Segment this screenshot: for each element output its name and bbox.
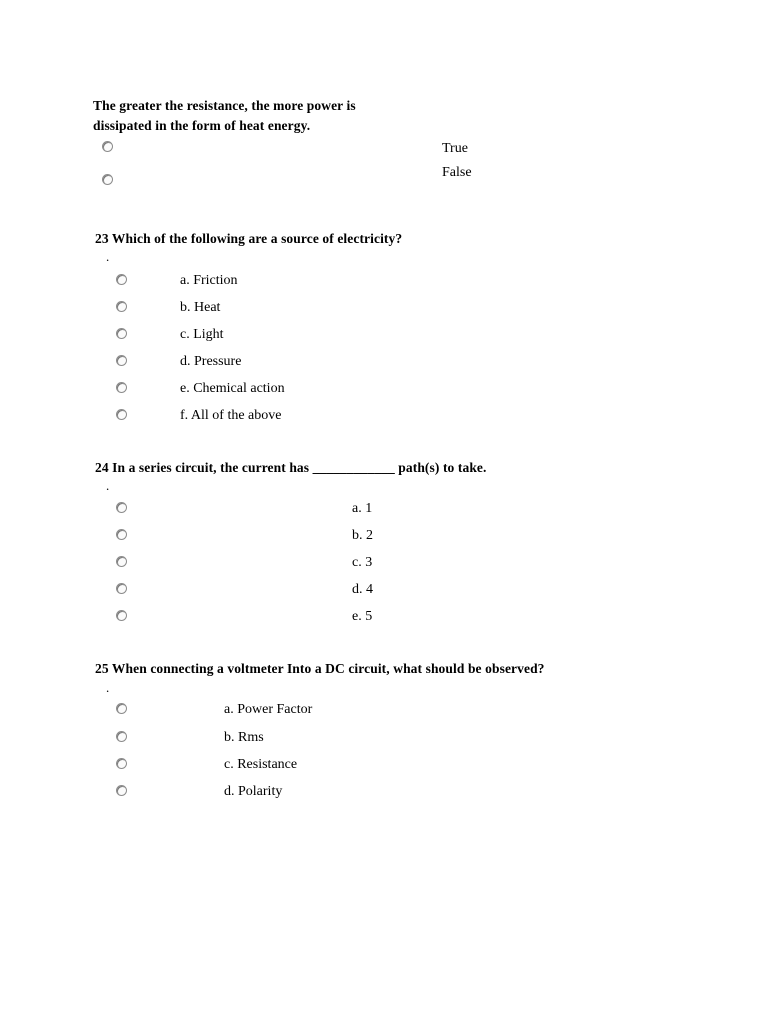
option-q24-c: c. 3 [352, 555, 373, 570]
radio-q25-c[interactable] [116, 758, 127, 769]
question-22-text: The greater the resistance, the more power is dissipated in the form of heat energy. [93, 98, 356, 133]
option-q23-a: a. Friction [180, 273, 238, 288]
radio-q24-d[interactable] [116, 583, 127, 594]
radio-q22-false[interactable] [102, 174, 113, 185]
question-23-number-dot: . [106, 249, 110, 264]
radio-q25-d[interactable] [116, 785, 127, 796]
radio-q24-a[interactable] [116, 502, 127, 513]
option-q24-d: d. 4 [352, 582, 373, 597]
option-q23-d: d. Pressure [180, 354, 242, 369]
option-q24-e: e. 5 [352, 609, 373, 624]
radio-q23-f[interactable] [116, 409, 127, 420]
option-q22-true: True [442, 141, 468, 156]
radio-q23-a[interactable] [116, 274, 127, 285]
question-24-number-dot: . [106, 478, 110, 493]
option-q25-b: b. Rms [224, 730, 264, 745]
radio-q23-d[interactable] [116, 355, 127, 366]
radio-q24-e[interactable] [116, 610, 127, 621]
option-q25-a: a. Power Factor [224, 702, 313, 717]
radio-q25-b[interactable] [116, 731, 127, 742]
radio-q22-true[interactable] [102, 141, 113, 152]
question-25-text: 25 When connecting a voltmeter Into a DC circuit, what should be observed? [95, 661, 545, 676]
question-24-text: 24 In a series circuit, the current has ____________ path(s) to take. [95, 460, 487, 475]
option-q25-d: d. Polarity [224, 784, 283, 799]
option-q23-f: f. All of the above [180, 408, 282, 423]
question-23-text: 23 Which of the following are a source of electricity? [95, 231, 403, 246]
option-q23-b: b. Heat [180, 300, 221, 315]
question-25-number-dot: . [106, 680, 110, 695]
option-q25-c: c. Resistance [224, 757, 298, 772]
option-q23-c: c. Light [180, 327, 224, 342]
radio-q23-e[interactable] [116, 382, 127, 393]
option-q24-a: a. 1 [352, 501, 373, 516]
radio-q23-b[interactable] [116, 301, 127, 312]
option-q22-false: False [442, 165, 472, 180]
radio-q24-c[interactable] [116, 556, 127, 567]
option-q24-b: b. 2 [352, 528, 373, 543]
option-q23-e: e. Chemical action [180, 381, 285, 396]
radio-q25-a[interactable] [116, 703, 127, 714]
radio-q24-b[interactable] [116, 529, 127, 540]
radio-q23-c[interactable] [116, 328, 127, 339]
